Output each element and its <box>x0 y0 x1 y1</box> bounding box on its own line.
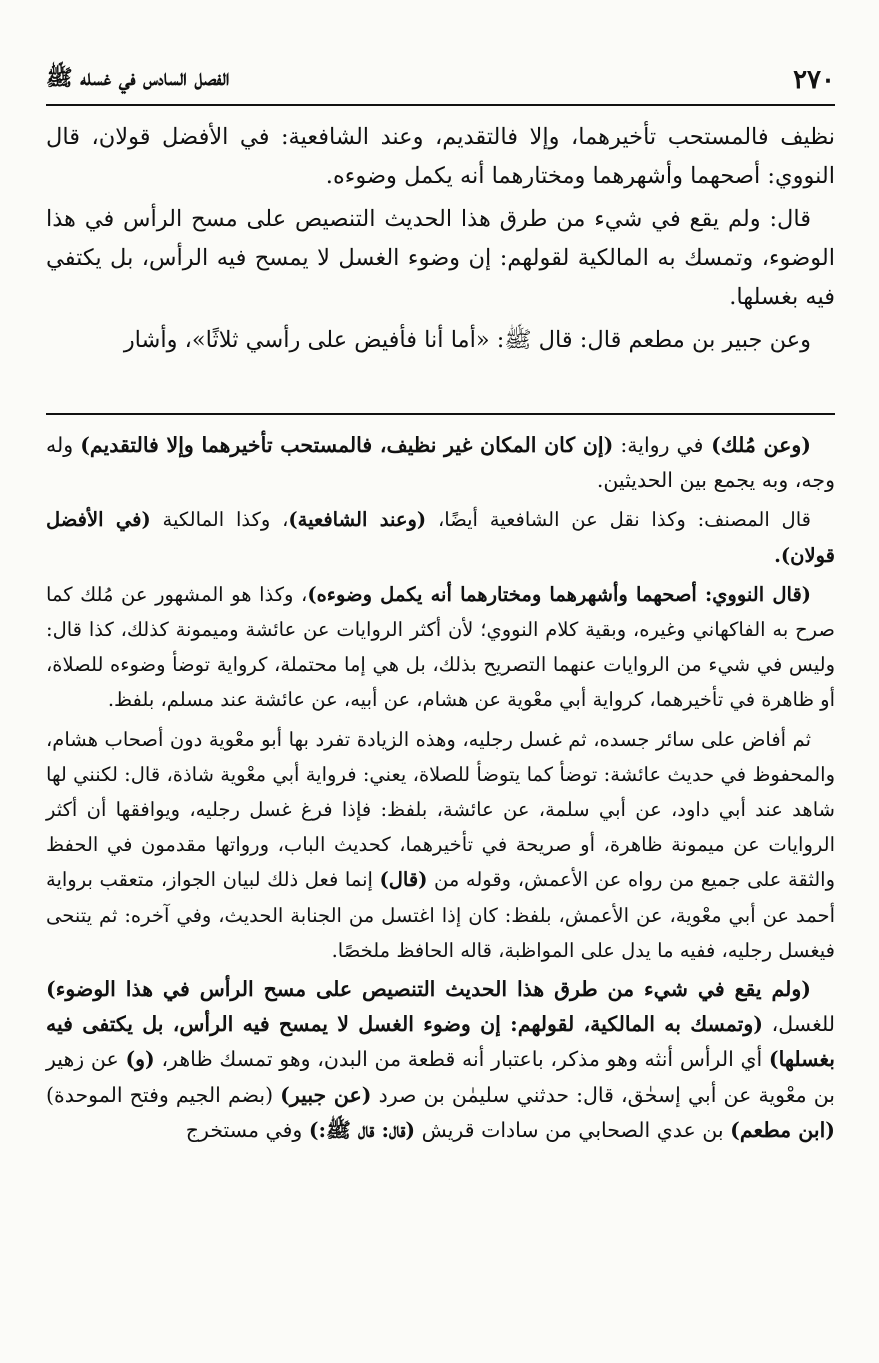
main-text <box>46 118 835 364</box>
commentary-span: ، وكذا هو المشهور عن مُلك كما صرح به الفاكهاني وغيره، وبقية كلام النووي؛ لأن أكثر الروايات عن عائشة وميمونة كذلك، كذا قال: وليس في شيء من الروايات عنهما التصريح بذلك، بل هي إما محتملة، كرواية توضأ وضوءه للصلاة، أو ظاهرة في تأخيرهما، كرواية أبي معْوية عن هشام، عن أبيه، عن عائشة عند مسلم، بلفظ. <box>46 582 835 712</box>
commentary-paragraph <box>46 577 835 718</box>
commentary-text <box>46 428 835 1152</box>
main-paragraph: وعن جبير بن مطعم قال: قال ﷺ: «أما أنا فأفيض على رأسي ثلاثًا»، وأشار <box>123 327 811 353</box>
commentary-paragraph <box>46 428 835 498</box>
commentary-span: ، وكذا المالكية <box>150 508 289 532</box>
commentary-span: (بضم الجيم وفتح الموحدة) <box>46 1082 281 1107</box>
page-header <box>46 58 835 102</box>
quoted-phrase: (قال: قال ﷺ:) <box>308 1117 416 1142</box>
commentary-span: وله وجه، وبه يجمع بين الحديثين. <box>46 433 835 493</box>
commentary-paragraph <box>46 972 835 1148</box>
quoted-phrase: (عن جبير) <box>280 1082 372 1107</box>
main-paragraph: نظيف فالمستحب تأخيرهما، وإلا فالتقديم، وعند الشافعية: في الأفضل قولان، قال النووي: أصحهما وأشهرهما ومختارهما أنه يكمل وضوءه. <box>46 124 835 189</box>
commentary-span: بن عدي الصحابي من سادات قريش <box>415 1117 731 1142</box>
quoted-phrase: (قال النووي: أصحهما وأشهرهما ومختارهما أنه يكمل وضوءه) <box>307 582 811 606</box>
commentary-span: للغسل، <box>762 1012 835 1037</box>
chapter-title: الفصل السادس في غسله ﷺ <box>46 65 230 91</box>
header-divider <box>46 104 835 106</box>
commentary-span: قال المصنف: وكذا نقل عن الشافعية أيضًا، <box>426 508 811 532</box>
quoted-phrase: (قال) <box>379 868 428 892</box>
page-number: ٢٧٠ <box>793 65 835 95</box>
quoted-phrase: (وعند الشافعية) <box>288 508 427 532</box>
quoted-phrase: (و) <box>125 1047 155 1072</box>
commentary-divider <box>46 413 835 415</box>
quoted-phrase: (وعن مُلك) <box>703 433 811 457</box>
commentary-paragraph <box>46 722 835 968</box>
quoted-phrase: (ولم يقع في شيء من طرق هذا الحديث التنصيص على مسح الرأس في هذا الوضوء) <box>46 977 811 1002</box>
quoted-phrase: (وتمسك به المالكية، لقولهم: إن وضوء الغسل لا يمسح فيه الرأس، بل يكتفى فيه بغسلها) <box>46 1012 835 1072</box>
commentary-span: إنما فعل ذلك لبيان الجواز، متعقب برواية أحمد عن أبي معْوية، عن الأعمش، بلفظ: كان إذا اغتسل من الجنابة الحديث، وفي آخره: ثم يتنحى فيغسل رجليه، ففيه ما يدل على المواظبة، قاله الحافظ ملخصًا. <box>46 868 835 962</box>
commentary-paragraph <box>46 502 835 572</box>
commentary-span: عن زهير بن معْوية عن أبي إسحٰق، قال: حدثني سليمٰن بن صرد <box>46 1047 836 1107</box>
commentary-span: أي الرأس أنثه وهو مذكر، باعتبار أنه قطعة من البدن، وهو تمسك ظاهر، <box>154 1047 769 1072</box>
commentary-span: ثم أفاض على سائر جسده، ثم غسل رجليه، وهذه الزيادة تفرد بها أبو معْوية دون أصحاب هشام، والمحفوظ في حديث عائشة: توضأ كما يتوضأ للصلاة، يعني: فرواية أبي معْوية شاذة، قال: لكنني لها شاهد عند أبي داود، عن أبي سلمة، عن عائشة، بلفظ: فإذا فرغ غسل رجليه، ويوافقها أن أكثر الروايات عن ميمونة ظاهرة، أو صريحة في تأخيرهما، كحديث الباب، ورواتها مقدمون في الحفظ والثقة على جميع من رواه عن الأعمش، وقوله من <box>46 727 835 892</box>
commentary-span: في رواية: <box>613 433 704 457</box>
quoted-phrase: (في الأفضل قولان). <box>46 508 835 567</box>
main-paragraph: قال: ولم يقع في شيء من طرق هذا الحديث التنصيص على مسح الرأس في هذا الوضوء، وتمسك به المالكية لقولهم: إن وضوء الغسل لا يمسح فيه الرأس، بل يكتفي فيه بغسلها. <box>46 206 835 310</box>
quoted-phrase: (إن كان المكان غير نظيف، فالمستحب تأخيرهما وإلا فالتقديم) <box>80 433 614 457</box>
commentary-span: وفي مستخرج <box>185 1117 309 1142</box>
quoted-phrase: (ابن مطعم) <box>730 1117 835 1142</box>
